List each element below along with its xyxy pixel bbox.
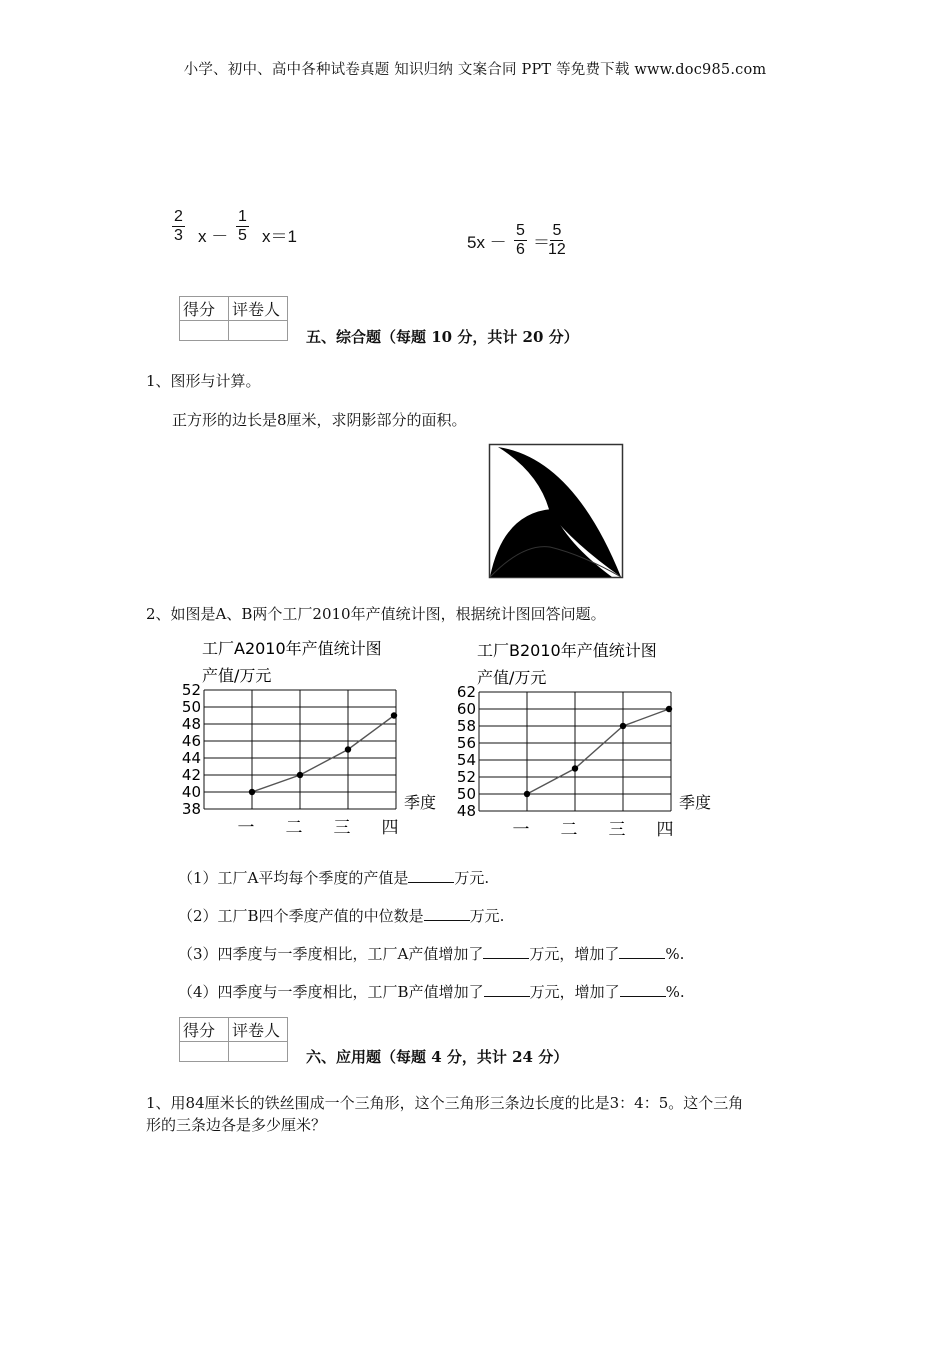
fraction-denominator: 6	[516, 241, 525, 258]
x-tick-label: 一	[512, 820, 530, 840]
fraction-numerator: 1	[238, 208, 247, 225]
y-tick-label: 50	[456, 785, 476, 803]
fraction-numerator: 5	[516, 222, 525, 239]
sub-question-3	[178, 943, 684, 964]
question-1-title: 1、图形与计算。	[146, 372, 261, 390]
y-tick-label: 50	[181, 698, 201, 716]
fraction-denominator: 5	[238, 227, 247, 244]
application-question-1-line-1: 1、用84厘米长的铁丝围成一个三角形，这个三角形三条边长度的比是3：4：5。这个三角	[146, 1094, 744, 1112]
section-5-title: 五、综合题（每题 10 分，共计 20 分）	[306, 328, 579, 346]
x-tick-label: 一	[237, 818, 255, 838]
y-tick-label: 48	[456, 802, 476, 820]
equation-2-fraction-a	[514, 222, 527, 259]
grader-cell[interactable]	[229, 321, 288, 341]
page-header: 小学、初中、高中各种试卷真题 知识归纳 文案合同 PPT 等免费下载 www.doc985.com	[183, 62, 767, 78]
y-tick-label: 46	[181, 732, 201, 750]
chart-xticks	[238, 818, 399, 838]
application-question-1-line-2: 形的三条边各是多少厘米？	[146, 1116, 327, 1134]
data-point	[297, 772, 303, 778]
y-tick-label: 62	[456, 683, 476, 701]
fraction-numerator: 2	[174, 208, 183, 225]
y-tick-label: 60	[456, 700, 476, 718]
chart-grid	[479, 692, 671, 811]
answer-blank[interactable]	[484, 982, 530, 997]
grader-label: 评卷人	[229, 1018, 288, 1042]
chart-xticks	[513, 820, 674, 840]
series-line	[252, 716, 394, 793]
chart-title: 工厂A2010年产值统计图	[202, 639, 382, 658]
question-1-text: 正方形的边长是8厘米，求阴影部分的面积。	[172, 411, 467, 429]
score-label: 得分	[180, 297, 229, 321]
y-tick-label: 54	[456, 751, 476, 769]
y-tick-label: 44	[181, 749, 201, 767]
chart-points	[249, 712, 397, 795]
answer-blank[interactable]	[424, 906, 470, 921]
data-point	[345, 746, 351, 752]
equation-1-fraction-b	[236, 208, 249, 245]
y-tick-label: 52	[181, 681, 201, 699]
x-tick-label: 四	[381, 818, 399, 838]
sub-question-text: （4）四季度与一季度相比，工厂B产值增加了	[178, 983, 484, 1001]
fraction-denominator: 12	[548, 241, 566, 258]
data-point	[524, 791, 530, 797]
question-2-title: 2、如图是A、B两个工厂2010年产值统计图，根据统计图回答问题。	[146, 605, 606, 623]
answer-blank[interactable]	[408, 868, 454, 883]
answer-blank[interactable]	[620, 982, 666, 997]
x-tick-label: 三	[333, 818, 351, 838]
chart-factory-b	[445, 636, 720, 841]
data-point	[666, 706, 672, 712]
chart-factory-a	[170, 634, 445, 839]
data-point	[620, 723, 626, 729]
equation-1-fraction-a	[172, 208, 185, 245]
sub-question-mid: 万元，增加了	[529, 945, 620, 963]
sub-question-unit: 万元.	[454, 869, 490, 887]
sub-question-text: （3）四季度与一季度相比，工厂A产值增加了	[178, 945, 484, 963]
grader-label: 评卷人	[229, 297, 288, 321]
chart-ylabel: 产值/万元	[477, 668, 547, 687]
data-point	[572, 765, 578, 771]
sub-question-2	[178, 905, 504, 926]
chart-ylabel: 产值/万元	[202, 666, 272, 685]
sub-question-4	[178, 981, 685, 1002]
fraction-denominator: 3	[174, 227, 183, 244]
equation-1-operator: x －	[198, 227, 229, 246]
series-line	[527, 709, 669, 794]
sub-question-unit: 万元.	[469, 907, 505, 925]
data-point	[391, 712, 397, 718]
x-tick-label: 三	[608, 820, 626, 840]
sub-question-text: （1）工厂A平均每个季度的产值是	[178, 869, 409, 887]
chart-title: 工厂B2010年产值统计图	[477, 641, 657, 660]
equation-2-equals: ＝	[533, 233, 550, 252]
score-cell[interactable]	[180, 1042, 229, 1062]
answer-blank[interactable]	[483, 944, 529, 959]
equation-2-fraction-b	[546, 222, 568, 259]
grader-cell[interactable]	[229, 1042, 288, 1062]
answer-blank[interactable]	[619, 944, 665, 959]
equation-2-lead: 5x －	[467, 233, 507, 252]
data-point	[249, 789, 255, 795]
y-tick-label: 38	[181, 800, 201, 818]
sub-question-1	[178, 867, 489, 888]
chart-yticks	[182, 681, 201, 818]
fraction-numerator: 5	[552, 222, 562, 239]
chart-xlabel: 季度	[679, 793, 712, 812]
sub-question-end: %.	[665, 983, 685, 1001]
shaded-square-figure	[488, 443, 625, 580]
sub-question-end: %.	[665, 945, 685, 963]
chart-xlabel: 季度	[404, 793, 437, 812]
chart-yticks	[457, 683, 476, 820]
y-tick-label: 42	[181, 766, 201, 784]
y-tick-label: 48	[181, 715, 201, 733]
y-tick-label: 52	[456, 768, 476, 786]
x-tick-label: 二	[560, 820, 578, 840]
score-label: 得分	[180, 1018, 229, 1042]
equation-1-tail: x＝1	[262, 227, 297, 246]
sub-question-text: （2）工厂B四个季度产值的中位数是	[178, 907, 424, 925]
y-tick-label: 56	[456, 734, 476, 752]
x-tick-label: 四	[656, 820, 674, 840]
score-cell[interactable]	[180, 321, 229, 341]
score-table	[179, 296, 288, 341]
section-6-title: 六、应用题（每题 4 分，共计 24 分）	[306, 1048, 569, 1066]
y-tick-label: 58	[456, 717, 476, 735]
score-table	[179, 1017, 288, 1062]
chart-grid	[204, 690, 396, 809]
sub-question-mid: 万元，增加了	[529, 983, 620, 1001]
y-tick-label: 40	[181, 783, 201, 801]
x-tick-label: 二	[285, 818, 303, 838]
